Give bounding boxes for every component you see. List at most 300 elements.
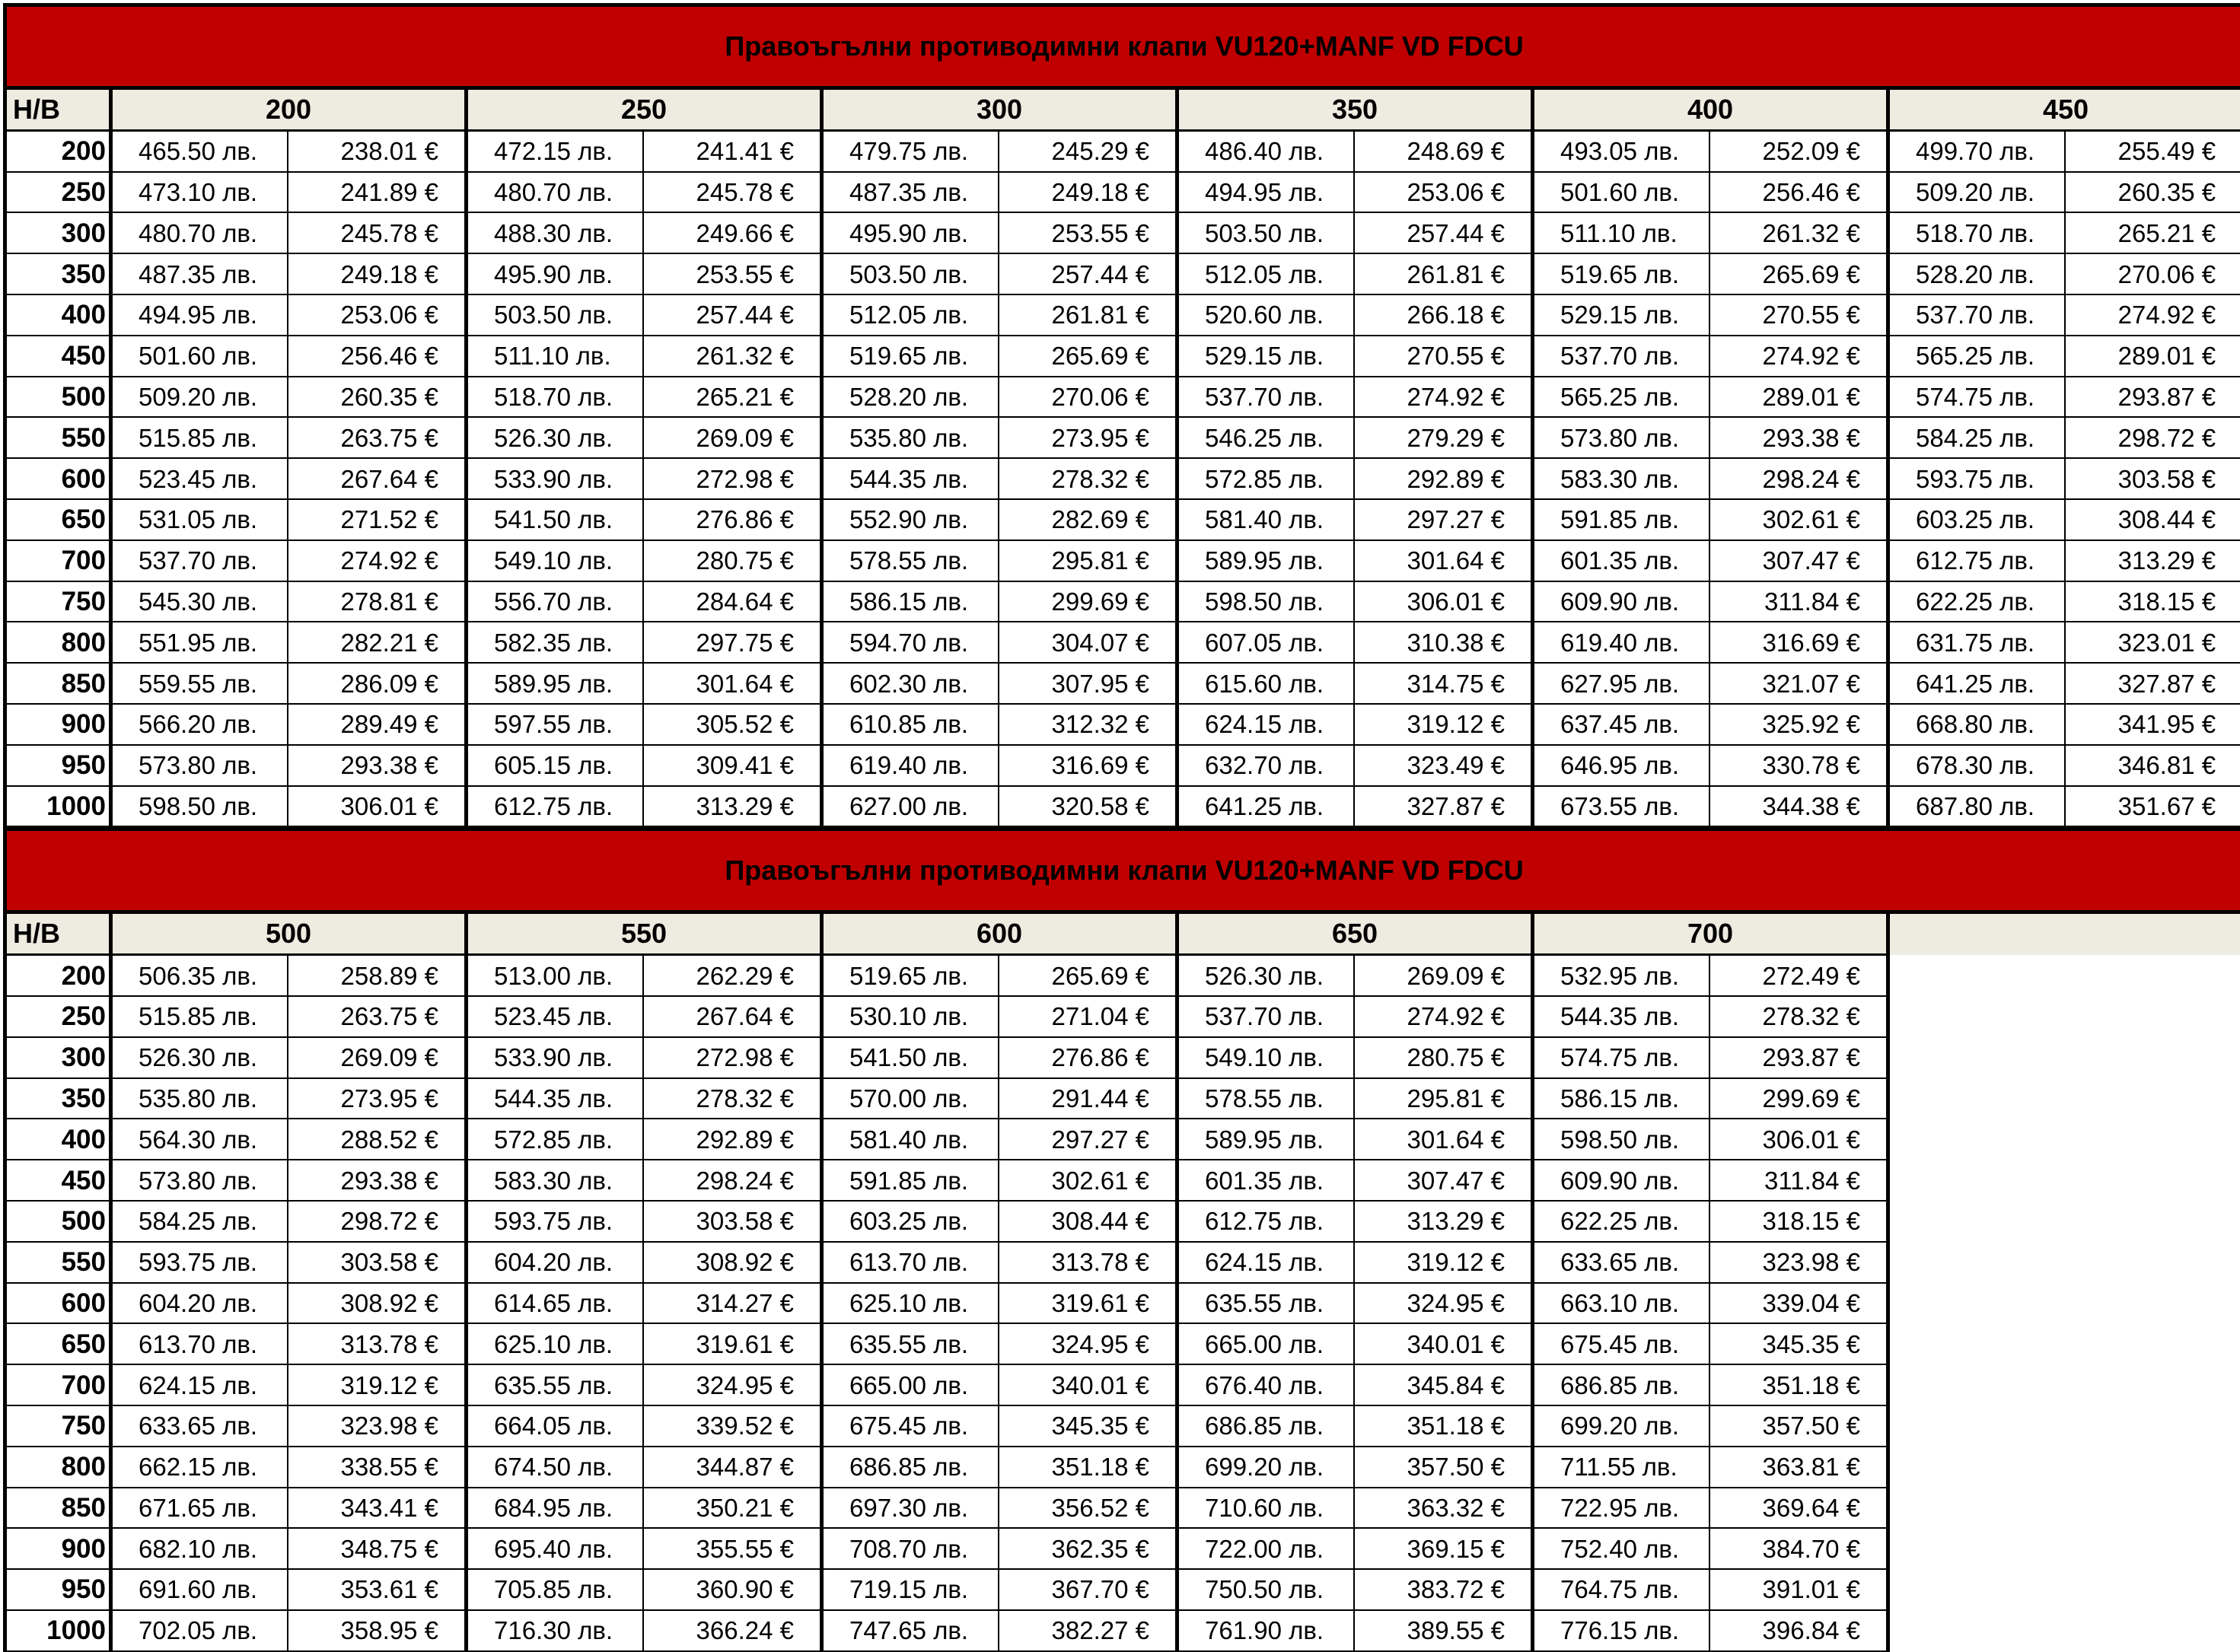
price-bgn-cell: 544.35 лв. bbox=[467, 1078, 643, 1119]
price-bgn-cell: 495.90 лв. bbox=[467, 253, 643, 294]
price-bgn-cell: 607.05 лв. bbox=[1177, 622, 1354, 663]
price-bgn-cell: 479.75 лв. bbox=[822, 130, 999, 171]
row-label-height: 200 bbox=[5, 955, 111, 996]
price-eur-cell: 289.01 € bbox=[2065, 336, 2240, 377]
row-label-height: 950 bbox=[5, 1569, 111, 1610]
price-eur-cell: 279.29 € bbox=[1354, 417, 1533, 458]
table-row bbox=[5, 1569, 2240, 1610]
price-bgn-cell: 533.90 лв. bbox=[467, 1037, 643, 1078]
price-eur-cell: 391.01 € bbox=[1709, 1569, 1888, 1610]
price-bgn-cell: 641.25 лв. bbox=[1177, 786, 1354, 827]
price-eur-cell: 323.01 € bbox=[2065, 622, 2240, 663]
price-eur-cell: 344.87 € bbox=[643, 1447, 822, 1488]
price-eur-cell: 276.86 € bbox=[999, 1037, 1177, 1078]
price-bgn-cell: 512.05 лв. bbox=[1177, 253, 1354, 294]
row-label-height: 250 bbox=[5, 172, 111, 213]
column-header-width: 500 bbox=[111, 912, 467, 955]
price-bgn-cell: 518.70 лв. bbox=[467, 377, 643, 418]
price-bgn-cell: 546.25 лв. bbox=[1177, 417, 1354, 458]
empty-cell bbox=[1888, 1610, 2240, 1651]
price-eur-cell: 288.52 € bbox=[288, 1119, 467, 1160]
column-header-width: 550 bbox=[467, 912, 822, 955]
row-label-height: 1000 bbox=[5, 1610, 111, 1651]
price-eur-cell: 292.89 € bbox=[1354, 458, 1533, 499]
price-bgn-cell: 691.60 лв. bbox=[111, 1569, 288, 1610]
price-eur-cell: 306.01 € bbox=[1709, 1119, 1888, 1160]
price-eur-cell: 256.46 € bbox=[1709, 172, 1888, 213]
table-title: Правоъгълни противодимни клапи VU120+MANF VD FDCU bbox=[5, 829, 2240, 912]
table-row bbox=[5, 1119, 2240, 1160]
price-eur-cell: 345.84 € bbox=[1354, 1364, 1533, 1405]
price-eur-cell: 307.95 € bbox=[999, 663, 1177, 704]
price-eur-cell: 270.06 € bbox=[2065, 253, 2240, 294]
price-bgn-cell: 609.90 лв. bbox=[1533, 581, 1709, 622]
header-corner-hb: Н/В bbox=[5, 88, 111, 131]
price-bgn-cell: 581.40 лв. bbox=[1177, 499, 1354, 540]
row-label-height: 400 bbox=[5, 1119, 111, 1160]
price-bgn-cell: 583.30 лв. bbox=[467, 1160, 643, 1201]
empty-cell bbox=[1888, 912, 2240, 955]
row-label-height: 500 bbox=[5, 377, 111, 418]
table-row bbox=[5, 622, 2240, 663]
price-eur-cell: 289.49 € bbox=[288, 704, 467, 745]
empty-cell bbox=[1888, 1201, 2240, 1242]
price-bgn-cell: 603.25 лв. bbox=[1888, 499, 2065, 540]
price-eur-cell: 351.18 € bbox=[1354, 1405, 1533, 1447]
price-bgn-cell: 673.55 лв. bbox=[1533, 786, 1709, 827]
price-eur-cell: 303.58 € bbox=[643, 1201, 822, 1242]
price-bgn-cell: 487.35 лв. bbox=[822, 172, 999, 213]
price-eur-cell: 278.32 € bbox=[999, 458, 1177, 499]
price-bgn-cell: 591.85 лв. bbox=[1533, 499, 1709, 540]
price-bgn-cell: 637.45 лв. bbox=[1533, 704, 1709, 745]
price-bgn-cell: 537.70 лв. bbox=[1888, 294, 2065, 336]
price-bgn-cell: 624.15 лв. bbox=[1177, 1242, 1354, 1283]
price-eur-cell: 293.38 € bbox=[288, 1160, 467, 1201]
price-eur-cell: 298.24 € bbox=[643, 1160, 822, 1201]
empty-cell bbox=[1888, 1364, 2240, 1405]
price-eur-cell: 306.01 € bbox=[288, 786, 467, 827]
header-corner-hb: Н/В bbox=[5, 912, 111, 955]
price-eur-cell: 249.66 € bbox=[643, 212, 822, 253]
price-bgn-cell: 526.30 лв. bbox=[111, 1037, 288, 1078]
price-bgn-cell: 574.75 лв. bbox=[1888, 377, 2065, 418]
price-eur-cell: 270.55 € bbox=[1709, 294, 1888, 336]
price-bgn-cell: 503.50 лв. bbox=[1177, 212, 1354, 253]
price-eur-cell: 339.52 € bbox=[643, 1405, 822, 1447]
price-bgn-cell: 509.20 лв. bbox=[111, 377, 288, 418]
price-eur-cell: 280.75 € bbox=[1354, 1037, 1533, 1078]
price-bgn-cell: 520.60 лв. bbox=[1177, 294, 1354, 336]
price-bgn-cell: 480.70 лв. bbox=[111, 212, 288, 253]
price-eur-cell: 312.32 € bbox=[999, 704, 1177, 745]
row-label-height: 1000 bbox=[5, 786, 111, 827]
price-bgn-cell: 515.85 лв. bbox=[111, 996, 288, 1037]
price-eur-cell: 319.12 € bbox=[1354, 1242, 1533, 1283]
price-eur-cell: 245.78 € bbox=[643, 172, 822, 213]
price-bgn-cell: 614.65 лв. bbox=[467, 1283, 643, 1324]
price-eur-cell: 265.21 € bbox=[2065, 212, 2240, 253]
empty-cell bbox=[1888, 1323, 2240, 1364]
price-eur-cell: 303.58 € bbox=[288, 1242, 467, 1283]
price-eur-cell: 261.81 € bbox=[1354, 253, 1533, 294]
price-eur-cell: 307.47 € bbox=[1354, 1160, 1533, 1201]
price-eur-cell: 319.12 € bbox=[288, 1364, 467, 1405]
table-row bbox=[5, 663, 2240, 704]
price-bgn-cell: 598.50 лв. bbox=[1533, 1119, 1709, 1160]
price-bgn-cell: 684.95 лв. bbox=[467, 1488, 643, 1529]
row-label-height: 450 bbox=[5, 336, 111, 377]
column-header-width: 450 bbox=[1888, 88, 2240, 131]
price-bgn-cell: 711.55 лв. bbox=[1533, 1447, 1709, 1488]
price-table-1 bbox=[3, 3, 2240, 827]
price-bgn-cell: 612.75 лв. bbox=[1177, 1201, 1354, 1242]
price-bgn-cell: 499.70 лв. bbox=[1888, 130, 2065, 171]
row-label-height: 550 bbox=[5, 417, 111, 458]
price-eur-cell: 286.09 € bbox=[288, 663, 467, 704]
price-eur-cell: 356.52 € bbox=[999, 1488, 1177, 1529]
price-bgn-cell: 578.55 лв. bbox=[1177, 1078, 1354, 1119]
price-bgn-cell: 646.95 лв. bbox=[1533, 745, 1709, 786]
table-row bbox=[5, 1323, 2240, 1364]
price-bgn-cell: 610.85 лв. bbox=[822, 704, 999, 745]
price-eur-cell: 276.86 € bbox=[643, 499, 822, 540]
price-eur-cell: 273.95 € bbox=[288, 1078, 467, 1119]
price-bgn-cell: 708.70 лв. bbox=[822, 1528, 999, 1569]
price-eur-cell: 348.75 € bbox=[288, 1528, 467, 1569]
price-bgn-cell: 584.25 лв. bbox=[1888, 417, 2065, 458]
row-label-height: 750 bbox=[5, 581, 111, 622]
price-eur-cell: 274.92 € bbox=[2065, 294, 2240, 336]
table-row bbox=[5, 1078, 2240, 1119]
price-bgn-cell: 675.45 лв. bbox=[1533, 1323, 1709, 1364]
price-bgn-cell: 633.65 лв. bbox=[1533, 1242, 1709, 1283]
price-eur-cell: 269.09 € bbox=[1354, 955, 1533, 996]
price-bgn-cell: 699.20 лв. bbox=[1533, 1405, 1709, 1447]
price-bgn-cell: 541.50 лв. bbox=[822, 1037, 999, 1078]
column-header-width: 600 bbox=[822, 912, 1177, 955]
price-bgn-cell: 589.95 лв. bbox=[1177, 1119, 1354, 1160]
price-eur-cell: 278.32 € bbox=[643, 1078, 822, 1119]
price-bgn-cell: 604.20 лв. bbox=[467, 1242, 643, 1283]
price-bgn-cell: 619.40 лв. bbox=[822, 745, 999, 786]
price-bgn-cell: 535.80 лв. bbox=[111, 1078, 288, 1119]
price-bgn-cell: 544.35 лв. bbox=[1533, 996, 1709, 1037]
column-header-width: 200 bbox=[111, 88, 467, 131]
price-eur-cell: 338.55 € bbox=[288, 1447, 467, 1488]
price-eur-cell: 284.64 € bbox=[643, 581, 822, 622]
row-label-height: 800 bbox=[5, 1447, 111, 1488]
table-row bbox=[5, 1037, 2240, 1078]
price-eur-cell: 313.78 € bbox=[999, 1242, 1177, 1283]
empty-cell bbox=[1888, 1119, 2240, 1160]
price-bgn-cell: 635.55 лв. bbox=[467, 1364, 643, 1405]
table-row bbox=[5, 786, 2240, 827]
table-row bbox=[5, 1283, 2240, 1324]
row-label-height: 500 bbox=[5, 1201, 111, 1242]
price-bgn-cell: 605.15 лв. bbox=[467, 745, 643, 786]
price-bgn-cell: 565.25 лв. bbox=[1533, 377, 1709, 418]
table-row bbox=[5, 955, 2240, 996]
price-bgn-cell: 604.20 лв. bbox=[111, 1283, 288, 1324]
price-eur-cell: 339.04 € bbox=[1709, 1283, 1888, 1324]
table-row bbox=[5, 1405, 2240, 1447]
price-bgn-cell: 586.15 лв. bbox=[1533, 1078, 1709, 1119]
price-eur-cell: 273.95 € bbox=[999, 417, 1177, 458]
price-bgn-cell: 572.85 лв. bbox=[467, 1119, 643, 1160]
empty-cell bbox=[1888, 1405, 2240, 1447]
price-bgn-cell: 635.55 лв. bbox=[822, 1323, 999, 1364]
price-bgn-cell: 615.60 лв. bbox=[1177, 663, 1354, 704]
row-label-height: 750 bbox=[5, 1405, 111, 1447]
price-eur-cell: 260.35 € bbox=[288, 377, 467, 418]
price-bgn-cell: 494.95 лв. bbox=[111, 294, 288, 336]
price-bgn-cell: 523.45 лв. bbox=[467, 996, 643, 1037]
price-eur-cell: 309.41 € bbox=[643, 745, 822, 786]
price-bgn-cell: 526.30 лв. bbox=[467, 417, 643, 458]
price-bgn-cell: 574.75 лв. bbox=[1533, 1037, 1709, 1078]
price-bgn-cell: 572.85 лв. bbox=[1177, 458, 1354, 499]
price-eur-cell: 319.61 € bbox=[643, 1323, 822, 1364]
price-bgn-cell: 663.10 лв. bbox=[1533, 1283, 1709, 1324]
price-bgn-cell: 675.45 лв. bbox=[822, 1405, 999, 1447]
price-bgn-cell: 465.50 лв. bbox=[111, 130, 288, 171]
column-header-width: 300 bbox=[822, 88, 1177, 131]
price-bgn-cell: 495.90 лв. bbox=[822, 212, 999, 253]
price-eur-cell: 267.64 € bbox=[643, 996, 822, 1037]
price-bgn-cell: 601.35 лв. bbox=[1177, 1160, 1354, 1201]
price-eur-cell: 262.29 € bbox=[643, 955, 822, 996]
price-bgn-cell: 676.40 лв. bbox=[1177, 1364, 1354, 1405]
price-eur-cell: 282.21 € bbox=[288, 622, 467, 663]
price-eur-cell: 316.69 € bbox=[1709, 622, 1888, 663]
row-label-height: 650 bbox=[5, 1323, 111, 1364]
table-row bbox=[5, 172, 2240, 213]
price-eur-cell: 261.32 € bbox=[643, 336, 822, 377]
price-bgn-cell: 528.20 лв. bbox=[822, 377, 999, 418]
price-bgn-cell: 487.35 лв. bbox=[111, 253, 288, 294]
price-eur-cell: 346.81 € bbox=[2065, 745, 2240, 786]
price-bgn-cell: 597.55 лв. bbox=[467, 704, 643, 745]
price-eur-cell: 265.69 € bbox=[999, 336, 1177, 377]
table-row bbox=[5, 1488, 2240, 1529]
price-eur-cell: 343.41 € bbox=[288, 1488, 467, 1529]
price-eur-cell: 323.49 € bbox=[1354, 745, 1533, 786]
price-bgn-cell: 671.65 лв. bbox=[111, 1488, 288, 1529]
price-bgn-cell: 598.50 лв. bbox=[1177, 581, 1354, 622]
price-eur-cell: 314.27 € bbox=[643, 1283, 822, 1324]
price-bgn-cell: 512.05 лв. bbox=[822, 294, 999, 336]
price-eur-cell: 257.44 € bbox=[1354, 212, 1533, 253]
price-bgn-cell: 573.80 лв. bbox=[1533, 417, 1709, 458]
price-bgn-cell: 687.80 лв. bbox=[1888, 786, 2065, 827]
price-eur-cell: 245.29 € bbox=[999, 130, 1177, 171]
price-bgn-cell: 530.10 лв. bbox=[822, 996, 999, 1037]
price-eur-cell: 274.92 € bbox=[1709, 336, 1888, 377]
price-eur-cell: 269.09 € bbox=[643, 417, 822, 458]
price-bgn-cell: 488.30 лв. bbox=[467, 212, 643, 253]
price-eur-cell: 327.87 € bbox=[1354, 786, 1533, 827]
price-bgn-cell: 528.20 лв. bbox=[1888, 253, 2065, 294]
price-bgn-cell: 682.10 лв. bbox=[111, 1528, 288, 1569]
price-eur-cell: 308.92 € bbox=[288, 1283, 467, 1324]
empty-cell bbox=[1888, 1447, 2240, 1488]
table-row bbox=[5, 1242, 2240, 1283]
price-eur-cell: 299.69 € bbox=[999, 581, 1177, 622]
price-eur-cell: 314.75 € bbox=[1354, 663, 1533, 704]
price-bgn-cell: 529.15 лв. bbox=[1533, 294, 1709, 336]
price-bgn-cell: 581.40 лв. bbox=[822, 1119, 999, 1160]
table-row bbox=[5, 212, 2240, 253]
price-bgn-cell: 537.70 лв. bbox=[1177, 996, 1354, 1037]
price-bgn-cell: 747.65 лв. bbox=[822, 1610, 999, 1651]
price-bgn-cell: 511.10 лв. bbox=[1533, 212, 1709, 253]
price-bgn-cell: 589.95 лв. bbox=[1177, 540, 1354, 581]
price-eur-cell: 241.89 € bbox=[288, 172, 467, 213]
table-title: Правоъгълни противодимни клапи VU120+MANF VD FDCU bbox=[5, 5, 2240, 88]
price-eur-cell: 261.32 € bbox=[1709, 212, 1888, 253]
price-eur-cell: 318.15 € bbox=[2065, 581, 2240, 622]
price-bgn-cell: 480.70 лв. bbox=[467, 172, 643, 213]
price-bgn-cell: 533.90 лв. bbox=[467, 458, 643, 499]
price-bgn-cell: 537.70 лв. bbox=[1177, 377, 1354, 418]
price-eur-cell: 306.01 € bbox=[1354, 581, 1533, 622]
table-row bbox=[5, 1201, 2240, 1242]
price-eur-cell: 272.98 € bbox=[643, 1037, 822, 1078]
price-eur-cell: 320.58 € bbox=[999, 786, 1177, 827]
price-eur-cell: 345.35 € bbox=[1709, 1323, 1888, 1364]
price-bgn-cell: 686.85 лв. bbox=[1533, 1364, 1709, 1405]
price-bgn-cell: 501.60 лв. bbox=[1533, 172, 1709, 213]
price-eur-cell: 383.72 € bbox=[1354, 1569, 1533, 1610]
price-eur-cell: 298.24 € bbox=[1709, 458, 1888, 499]
row-label-height: 300 bbox=[5, 1037, 111, 1078]
price-bgn-cell: 695.40 лв. bbox=[467, 1528, 643, 1569]
price-eur-cell: 260.35 € bbox=[2065, 172, 2240, 213]
price-bgn-cell: 564.30 лв. bbox=[111, 1119, 288, 1160]
price-bgn-cell: 519.65 лв. bbox=[822, 955, 999, 996]
price-eur-cell: 308.44 € bbox=[999, 1201, 1177, 1242]
price-bgn-cell: 494.95 лв. bbox=[1177, 172, 1354, 213]
price-bgn-cell: 545.30 лв. bbox=[111, 581, 288, 622]
price-eur-cell: 263.75 € bbox=[288, 417, 467, 458]
price-bgn-cell: 551.95 лв. bbox=[111, 622, 288, 663]
price-eur-cell: 321.07 € bbox=[1709, 663, 1888, 704]
price-eur-cell: 249.18 € bbox=[288, 253, 467, 294]
price-eur-cell: 271.04 € bbox=[999, 996, 1177, 1037]
price-eur-cell: 340.01 € bbox=[999, 1364, 1177, 1405]
row-label-height: 600 bbox=[5, 458, 111, 499]
price-eur-cell: 357.50 € bbox=[1354, 1447, 1533, 1488]
price-eur-cell: 307.47 € bbox=[1709, 540, 1888, 581]
price-bgn-cell: 486.40 лв. bbox=[1177, 130, 1354, 171]
empty-cell bbox=[1888, 1078, 2240, 1119]
price-eur-cell: 303.58 € bbox=[2065, 458, 2240, 499]
price-list-page bbox=[3, 3, 2237, 1652]
price-eur-cell: 313.29 € bbox=[1354, 1201, 1533, 1242]
row-label-height: 850 bbox=[5, 663, 111, 704]
price-eur-cell: 267.64 € bbox=[288, 458, 467, 499]
price-eur-cell: 324.95 € bbox=[1354, 1283, 1533, 1324]
price-bgn-cell: 566.20 лв. bbox=[111, 704, 288, 745]
price-eur-cell: 299.69 € bbox=[1709, 1078, 1888, 1119]
price-bgn-cell: 627.00 лв. bbox=[822, 786, 999, 827]
price-bgn-cell: 593.75 лв. bbox=[467, 1201, 643, 1242]
price-eur-cell: 271.52 € bbox=[288, 499, 467, 540]
empty-cell bbox=[1888, 1160, 2240, 1201]
price-bgn-cell: 526.30 лв. bbox=[1177, 955, 1354, 996]
price-eur-cell: 355.55 € bbox=[643, 1528, 822, 1569]
price-eur-cell: 270.55 € bbox=[1354, 336, 1533, 377]
empty-cell bbox=[1888, 996, 2240, 1037]
empty-cell bbox=[1888, 1569, 2240, 1610]
price-eur-cell: 293.38 € bbox=[1709, 417, 1888, 458]
table-row bbox=[5, 581, 2240, 622]
price-bgn-cell: 776.15 лв. bbox=[1533, 1610, 1709, 1651]
price-bgn-cell: 625.10 лв. bbox=[822, 1283, 999, 1324]
price-eur-cell: 245.78 € bbox=[288, 212, 467, 253]
price-bgn-cell: 584.25 лв. bbox=[111, 1201, 288, 1242]
column-header-width: 650 bbox=[1177, 912, 1533, 955]
price-eur-cell: 274.92 € bbox=[1354, 996, 1533, 1037]
price-bgn-cell: 612.75 лв. bbox=[1888, 540, 2065, 581]
price-bgn-cell: 764.75 лв. bbox=[1533, 1569, 1709, 1610]
empty-cell bbox=[1888, 1488, 2240, 1529]
price-eur-cell: 295.81 € bbox=[999, 540, 1177, 581]
price-bgn-cell: 549.10 лв. bbox=[467, 540, 643, 581]
price-eur-cell: 305.52 € bbox=[643, 704, 822, 745]
price-eur-cell: 265.21 € bbox=[643, 377, 822, 418]
price-eur-cell: 353.61 € bbox=[288, 1569, 467, 1610]
price-eur-cell: 255.49 € bbox=[2065, 130, 2240, 171]
row-label-height: 350 bbox=[5, 253, 111, 294]
price-eur-cell: 258.89 € bbox=[288, 955, 467, 996]
price-bgn-cell: 716.30 лв. bbox=[467, 1610, 643, 1651]
price-bgn-cell: 710.60 лв. bbox=[1177, 1488, 1354, 1529]
price-bgn-cell: 624.15 лв. bbox=[111, 1364, 288, 1405]
price-eur-cell: 293.87 € bbox=[1709, 1037, 1888, 1078]
table-row bbox=[5, 1364, 2240, 1405]
price-bgn-cell: 472.15 лв. bbox=[467, 130, 643, 171]
price-eur-cell: 384.70 € bbox=[1709, 1528, 1888, 1569]
row-label-height: 900 bbox=[5, 704, 111, 745]
price-eur-cell: 252.09 € bbox=[1709, 130, 1888, 171]
column-header-width: 700 bbox=[1533, 912, 1888, 955]
row-label-height: 700 bbox=[5, 1364, 111, 1405]
price-bgn-cell: 509.20 лв. bbox=[1888, 172, 2065, 213]
row-label-height: 850 bbox=[5, 1488, 111, 1529]
price-bgn-cell: 678.30 лв. bbox=[1888, 745, 2065, 786]
price-eur-cell: 318.15 € bbox=[1709, 1201, 1888, 1242]
price-eur-cell: 323.98 € bbox=[288, 1405, 467, 1447]
price-bgn-cell: 593.75 лв. bbox=[1888, 458, 2065, 499]
price-eur-cell: 274.92 € bbox=[1354, 377, 1533, 418]
price-bgn-cell: 532.95 лв. bbox=[1533, 955, 1709, 996]
price-eur-cell: 265.69 € bbox=[1709, 253, 1888, 294]
price-bgn-cell: 719.15 лв. bbox=[822, 1569, 999, 1610]
price-bgn-cell: 697.30 лв. bbox=[822, 1488, 999, 1529]
row-label-height: 800 bbox=[5, 622, 111, 663]
price-eur-cell: 272.98 € bbox=[643, 458, 822, 499]
price-eur-cell: 360.90 € bbox=[643, 1569, 822, 1610]
price-bgn-cell: 570.00 лв. bbox=[822, 1078, 999, 1119]
price-bgn-cell: 705.85 лв. bbox=[467, 1569, 643, 1610]
price-bgn-cell: 686.85 лв. bbox=[1177, 1405, 1354, 1447]
price-bgn-cell: 523.45 лв. bbox=[111, 458, 288, 499]
price-eur-cell: 327.87 € bbox=[2065, 663, 2240, 704]
price-eur-cell: 369.64 € bbox=[1709, 1488, 1888, 1529]
table-row bbox=[5, 1160, 2240, 1201]
